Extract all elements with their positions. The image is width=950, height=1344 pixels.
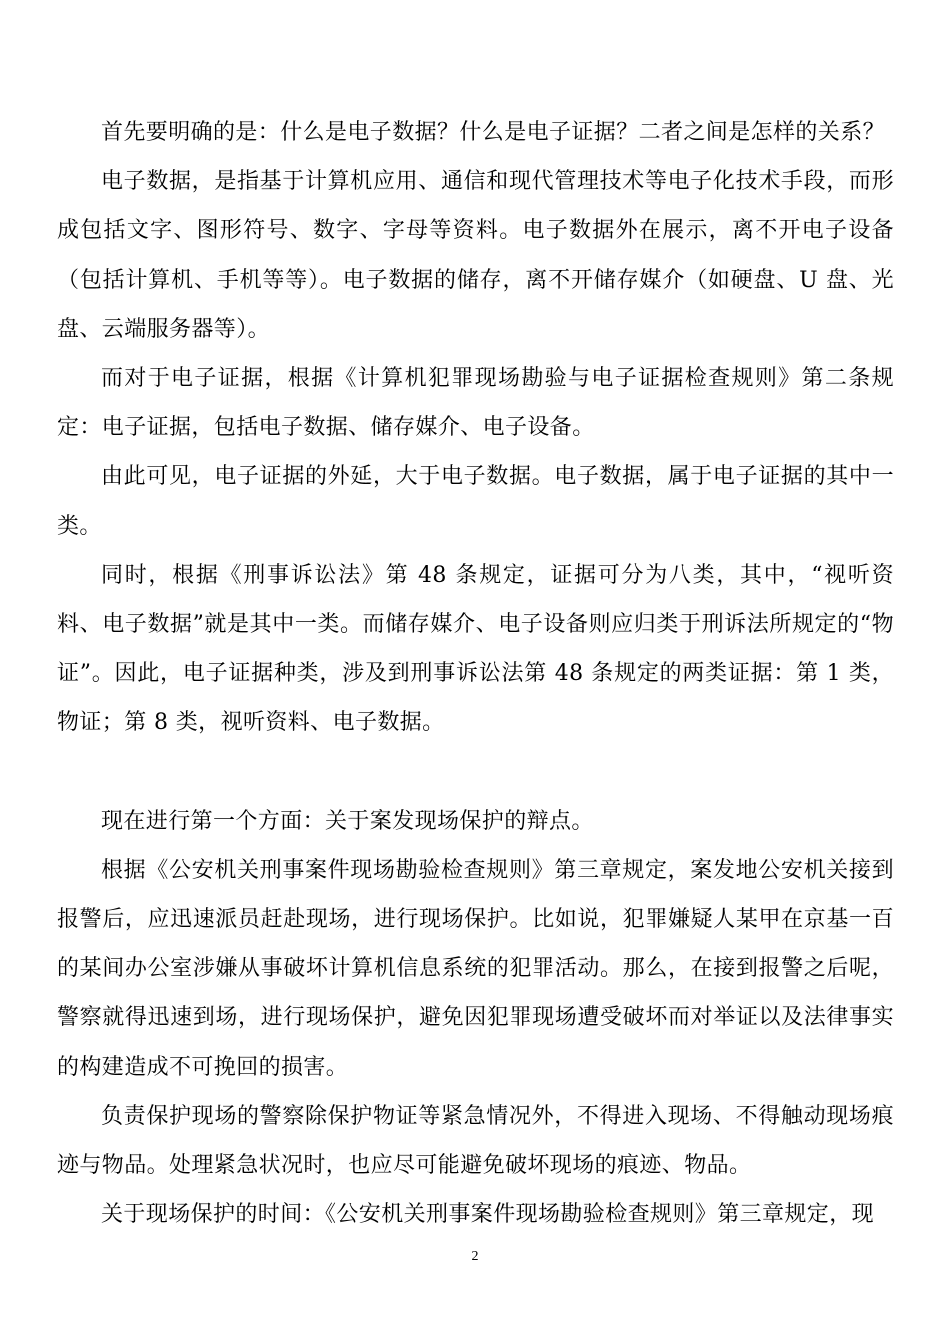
section-gap bbox=[57, 748, 894, 797]
paragraph-electronic-evidence: 而对于电子证据，根据《计算机犯罪现场勘验与电子证据检查规则》第二条规定：电子证据，包括电子数据、储存媒介、电子设备。 bbox=[57, 366, 894, 441]
document-body bbox=[57, 108, 894, 1239]
page-number: 2 bbox=[471, 1249, 479, 1264]
paragraph-first-aspect: 现在进行第一个方面：关于案发现场保护的辩点。 bbox=[101, 808, 594, 834]
paragraph-electronic-data: 电子数据，是指基于计算机应用、通信和现代管理技术等电子化技术手段，而形成包括文字、图形符号、数字、字母等资料。电子数据外在展示，离不开电子设备（包括计算机、手机等等）。电子数据的储存，离不开储存媒介（如硬盘、U 盘、光盘、云端服务器等）。 bbox=[57, 169, 894, 342]
paragraph-question: 首先要明确的是：什么是电子数据？什么是电子证据？二者之间是怎样的关系？ bbox=[101, 120, 886, 145]
paragraph-criminal-procedure-law: 同时，根据《刑事诉讼法》第 48 条规定，证据可分为八类，其中，“视听资料、电子数据”就是其中一类。而储存媒介、电子设备则应归类于刑诉法所规定的“物证”。因此，电子证据种类，涉及到刑事诉讼法第 48 条规定的两类证据：第 1 类，物证；第 8 类，视听资料、电子数据。 bbox=[57, 562, 894, 736]
paragraph-police-duty: 负责保护现场的警察除保护物证等紧急情况外，不得进入现场、不得触动现场痕迹与物品。处理紧急状况时，也应尽可能避免破坏现场的痕迹、物品。 bbox=[57, 1103, 894, 1179]
paragraph-protection-time: 关于现场保护的时间：《公安机关刑事案件现场勘验检查规则》第三章规定，现 bbox=[101, 1202, 875, 1228]
paragraph-scene-protection-rule: 根据《公安机关刑事案件现场勘验检查规则》第三章规定，案发地公安机关接到报警后，应迅速派员赶赴现场，进行现场保护。比如说，犯罪嫌疑人某甲在京基一百的某间办公室涉嫌从事破坏计算机信息系统的犯罪活动。那么，在接到报警之后呢，警察就得迅速到场，进行现场保护，避免因犯罪现场遭受破坏而对举证以及法律事实的构建造成不可挽回的损害。 bbox=[57, 857, 894, 1080]
paragraph-extension: 由此可见，电子证据的外延，大于电子数据。电子数据，属于电子证据的其中一类。 bbox=[57, 464, 894, 539]
